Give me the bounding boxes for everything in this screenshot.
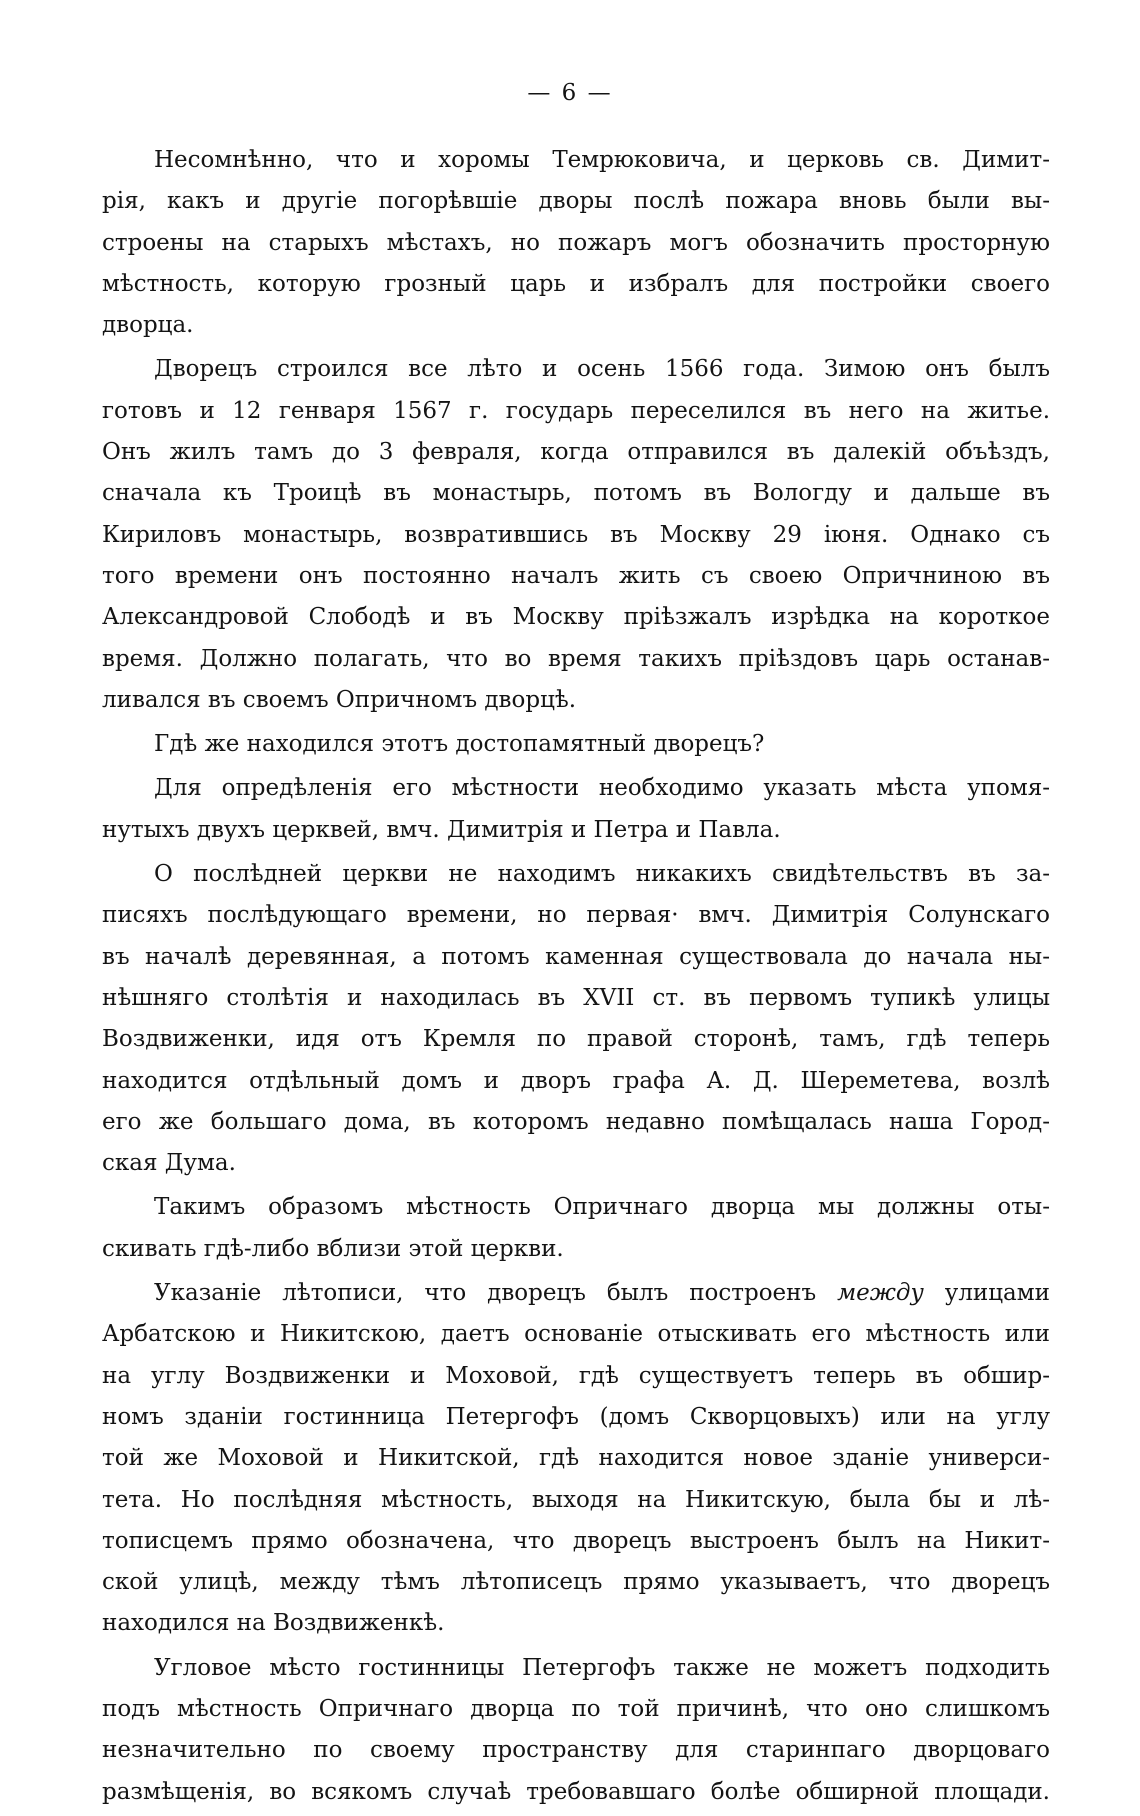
- text-line: въ началѣ деревянная, а потомъ каменная существовала до начала ны-: [102, 943, 1050, 970]
- text-line: подъ мѣстность Опричнаго дворца по той причинѣ, что оно слишкомъ: [102, 1695, 1050, 1722]
- text-line: готовъ и 12 генваря 1567 г. государь переселился въ него на житье.: [102, 397, 1050, 424]
- text-line: писяхъ послѣдующаго времени, но первая· вмч. Димитрія Солунскаго: [102, 902, 1050, 929]
- text-line: нутыхъ двухъ церквей, вмч. Димитрія и Петра и Павла.: [102, 816, 781, 843]
- text-line: ливался въ своемъ Опричномъ дворцѣ.: [102, 686, 577, 713]
- text-line: Несомнѣнно, что и хоромы Темрюковича, и церковь св. Димит-: [154, 147, 1050, 173]
- text-line: Александровой Слободѣ и въ Москву пріѣзжалъ изрѣдка на короткое: [102, 604, 1050, 631]
- text-line: незначительно по своему пространству для старинпаго дворцоваго: [102, 1737, 1050, 1764]
- text-line: номъ зданіи гостинница Петергофъ (домъ Скворцовыхъ) или на углу: [102, 1403, 1050, 1430]
- paragraph: [102, 768, 1050, 851]
- body-text: [102, 140, 1050, 1816]
- text-line: сначала къ Троицѣ въ монастырь, потомъ въ Вологду и дальше въ: [102, 480, 1050, 507]
- text-line: нѣшняго столѣтія и находилась въ XVII ст. въ первомъ тупикѣ улицы: [102, 984, 1050, 1011]
- paragraph: [102, 1187, 1050, 1270]
- text-line: Дворецъ строился все лѣто и осень 1566 года. Зимою онъ былъ: [154, 356, 1050, 383]
- text-line: Такимъ образомъ мѣстность Опричнаго дворца мы должны оты-: [154, 1194, 1050, 1221]
- text-line: Угловое мѣсто гостинницы Петергофъ также не можетъ подходить: [154, 1654, 1050, 1681]
- paragraph: [102, 1648, 1050, 1813]
- text-segment: улицами: [923, 1280, 1050, 1307]
- text-line: той же Моховой и Никитской, гдѣ находится новое зданіе универси-: [102, 1445, 1050, 1472]
- text-line: того времени онъ постоянно началъ жить съ своею Опричниною въ: [102, 562, 1050, 589]
- text-line: размѣщенія, во всякомъ случаѣ требовавшаго болѣе обширной площади.: [102, 1778, 1050, 1805]
- text-line: О послѣдней церкви не находимъ никакихъ свидѣтельствъ въ за-: [154, 861, 1050, 888]
- text-line: строены на старыхъ мѣстахъ, но пожаръ могъ обозначить просторную: [102, 229, 1050, 256]
- paragraph: [102, 724, 1050, 765]
- text-line: тета. Но послѣдняя мѣстность, выходя на Никитскую, была бы и лѣ-: [102, 1486, 1050, 1513]
- text-line: ской улицѣ, между тѣмъ лѣтописецъ прямо указываетъ, что дворецъ: [102, 1569, 1050, 1596]
- text-line: скивать гдѣ-либо вблизи этой церкви.: [102, 1235, 564, 1262]
- paragraph: [102, 854, 1050, 1184]
- page-number: — 6 —: [527, 80, 613, 106]
- text-line: Гдѣ же находился этотъ достопамятный дворецъ?: [154, 731, 765, 758]
- text-line: Арбатскою и Никитскою, даетъ основаніе отыскивать его мѣстность или: [102, 1321, 1050, 1348]
- italic-word: между: [837, 1280, 924, 1307]
- text-line: время. Должно полагать, что во время такихъ пріѣздовъ царь останав-: [102, 645, 1050, 672]
- paragraph: [102, 349, 1050, 721]
- text-line: Воздвиженки, идя отъ Кремля по правой сторонѣ, тамъ, гдѣ теперь: [102, 1026, 1050, 1053]
- text-line: Онъ жилъ тамъ до 3 февраля, когда отправился въ далекій объѣздъ,: [102, 439, 1050, 466]
- text-line: на углу Воздвиженки и Моховой, гдѣ существуетъ теперь въ обшир-: [102, 1362, 1050, 1389]
- text-line: находился на Воздвиженкѣ.: [102, 1610, 445, 1637]
- text-segment: Указаніе лѣтописи, что дворецъ былъ построенъ: [154, 1280, 838, 1307]
- text-line: мѣстность, которую грозный царь и избралъ для постройки своего: [102, 270, 1050, 297]
- text-line: ская Дума.: [102, 1150, 236, 1177]
- text-line: тописцемъ прямо обозначена, что дворецъ выстроенъ былъ на Никит-: [102, 1527, 1050, 1554]
- text-line: дворца.: [102, 312, 194, 339]
- paragraph: [102, 1273, 1050, 1645]
- text-line: Для опредѣленія его мѣстности необходимо указать мѣста упомя-: [154, 775, 1050, 802]
- text-line: его же большаго дома, въ которомъ недавно помѣщалась наша Город-: [102, 1108, 1050, 1135]
- paragraph: [102, 140, 1050, 346]
- text-line: Кириловъ монастырь, возвратившись въ Москву 29 іюня. Однако съ: [102, 521, 1050, 548]
- text-line: [102, 1273, 1050, 1314]
- text-line: находится отдѣльный домъ и дворъ графа А. Д. Шереметева, возлѣ: [102, 1067, 1050, 1094]
- text-line: рія, какъ и другіе погорѣвшіе дворы послѣ пожара вновь были вы-: [102, 188, 1050, 215]
